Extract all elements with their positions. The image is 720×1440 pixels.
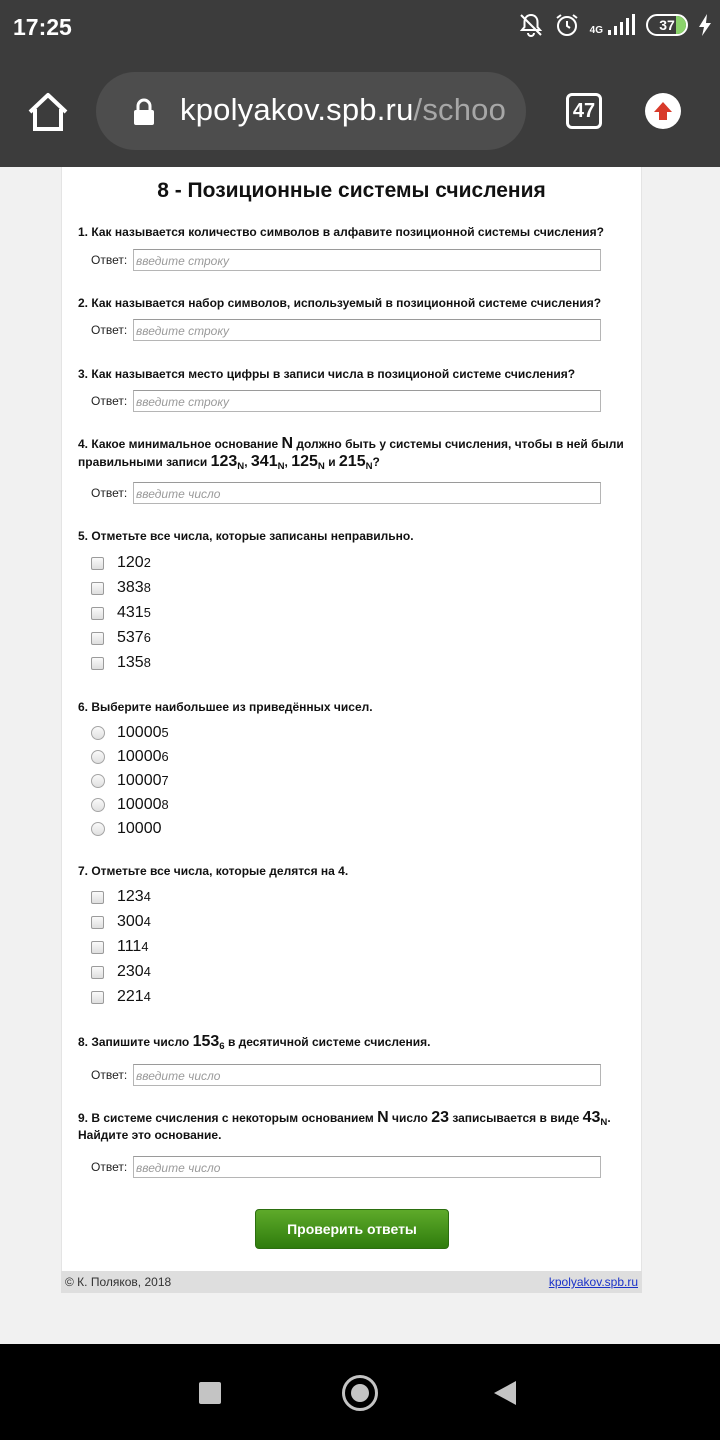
status-time: 17:25 [13, 14, 72, 40]
checkbox[interactable] [91, 916, 104, 929]
question-4: 4. Какое минимальное основание N должно быть у системы счисления, чтобы в ней были правильными записи $123_N$, $341_N$, $125_N$ и $215_N$? [78, 435, 624, 472]
answer-4 [91, 482, 603, 504]
checkbox[interactable] [91, 891, 104, 904]
q5-option-1[interactable]: 120 2 [91, 553, 151, 573]
navigation-bar [0, 1344, 720, 1440]
answer-9 [91, 1156, 603, 1178]
answer-8-input[interactable]: введите число [133, 1064, 601, 1086]
lock-icon [132, 98, 156, 126]
answer-2 [91, 319, 603, 341]
question-7: 7. Отметьте все числа, которые делятся на 4. [78, 864, 349, 878]
checkbox[interactable] [91, 557, 104, 570]
checkbox[interactable] [91, 582, 104, 595]
q6-option-3[interactable]: 10000 7 [91, 771, 169, 791]
home-icon[interactable] [24, 88, 72, 136]
question-2: 2. Как называется набор символов, используемый в позиционной системе счисления? [78, 296, 602, 310]
back-icon[interactable] [494, 1381, 516, 1405]
answer-label: Ответ: [91, 1068, 128, 1082]
page-footer [61, 1271, 642, 1293]
mute-notifications-icon [518, 12, 544, 38]
radio-button[interactable] [91, 726, 105, 740]
q7-option-4[interactable]: 230 4 [91, 962, 151, 982]
page-title: 8 - Позиционные системы счисления [157, 179, 546, 202]
checkbox[interactable] [91, 657, 104, 670]
site-link[interactable]: kpolyakov.spb.ru [548, 1275, 638, 1289]
q5-option-3[interactable]: 431 5 [91, 603, 151, 623]
answer-3-input[interactable]: введите строку [133, 390, 601, 412]
checkbox[interactable] [91, 966, 104, 979]
answer-2-input[interactable]: введите строку [133, 319, 601, 341]
q7-option-5[interactable]: 221 4 [91, 987, 151, 1007]
recent-apps-icon[interactable] [199, 1382, 221, 1404]
checkbox[interactable] [91, 991, 104, 1004]
tab-switcher-button[interactable]: 47 [566, 93, 602, 129]
q6-option-1[interactable]: 10000 5 [91, 723, 169, 743]
answer-4-input[interactable]: введите число [133, 482, 601, 504]
question-5: 5. Отметьте все числа, которые записаны неправильно. [78, 529, 414, 543]
url-path: /schoo [413, 92, 507, 127]
status-bar [0, 0, 720, 56]
answer-1-input[interactable]: введите строку [133, 249, 601, 271]
checkbox[interactable] [91, 632, 104, 645]
q7-option-3[interactable]: 111 4 [91, 937, 148, 957]
question-1: 1. Как называется количество символов в алфавите позиционной системы счисления? [78, 225, 604, 239]
answer-label: Ответ: [91, 1160, 128, 1174]
radio-button[interactable] [91, 750, 105, 764]
browser-chrome [0, 0, 720, 167]
signal-indicator [590, 14, 636, 36]
network-type: 4G [589, 25, 603, 36]
url-host: kpolyakov.spb.ru [180, 92, 414, 127]
arrow-up-icon [652, 100, 674, 122]
radio-button[interactable] [91, 822, 105, 836]
radio-button[interactable] [91, 774, 105, 788]
url-text [180, 92, 506, 128]
answer-label: Ответ: [91, 323, 128, 337]
answer-label: Ответ: [91, 486, 128, 500]
charging-icon [698, 14, 712, 36]
battery-level: 37 [659, 17, 675, 33]
update-button[interactable] [645, 93, 681, 129]
question-6: 6. Выберите наибольшее из приведённых чисел. [78, 700, 373, 714]
answer-8 [91, 1064, 603, 1086]
q6-option-5[interactable]: 10000 [91, 819, 162, 839]
checkbox[interactable] [91, 941, 104, 954]
checkbox[interactable] [91, 607, 104, 620]
copyright: © К. Поляков, 2018 [65, 1275, 172, 1289]
radio-button[interactable] [91, 798, 105, 812]
test-page [61, 167, 642, 1271]
q6-option-4[interactable]: 10000 8 [91, 795, 169, 815]
answer-label: Ответ: [91, 394, 128, 408]
address-bar[interactable] [96, 72, 526, 150]
answer-9-input[interactable]: введите число [133, 1156, 601, 1178]
question-8: 8. Запишите число $153_6$ в десятичной системе счисления. [78, 1033, 431, 1052]
q6-option-2[interactable]: 10000 6 [91, 747, 169, 767]
q7-option-2[interactable]: 300 4 [91, 912, 151, 932]
q7-option-1[interactable]: 123 4 [91, 887, 151, 907]
answer-1 [91, 249, 603, 271]
q5-option-5[interactable]: 135 8 [91, 653, 151, 673]
q5-option-2[interactable]: 383 8 [91, 578, 151, 598]
status-icons [518, 12, 712, 38]
signal-icon [606, 14, 636, 36]
question-9: 9. В системе счисления с некоторым основанием N число 23 записывается в виде $43_N$. Найдите это основание. [78, 1109, 611, 1142]
check-answers-button[interactable]: Проверить ответы [255, 1209, 449, 1249]
home-nav-icon[interactable] [342, 1375, 378, 1411]
question-3: 3. Как называется место цифры в записи числа в позиционой системе счисления? [78, 367, 576, 381]
q5-option-4[interactable]: 537 6 [91, 628, 151, 648]
answer-label: Ответ: [91, 253, 128, 267]
alarm-icon [554, 12, 580, 38]
battery-indicator [646, 14, 688, 36]
answer-3 [91, 390, 603, 412]
